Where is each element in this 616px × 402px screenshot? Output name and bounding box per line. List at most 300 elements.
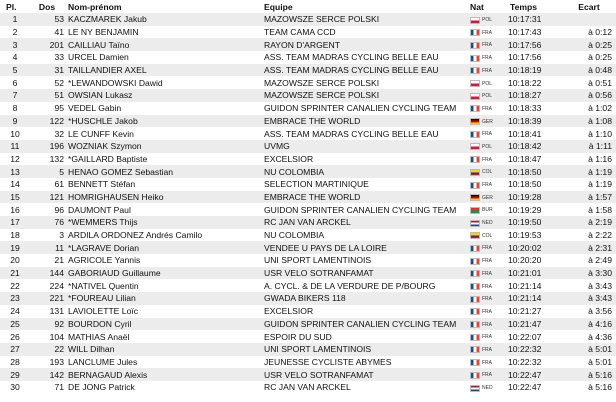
nationality-cell bbox=[470, 254, 508, 267]
time-cell: 10:18:50 bbox=[508, 178, 566, 191]
gap-cell: à 2:31 bbox=[566, 241, 616, 254]
flag-icon bbox=[470, 245, 480, 252]
nation-code: POL bbox=[482, 17, 493, 24]
bib-cell: 71 bbox=[30, 381, 68, 394]
bib-cell: 5 bbox=[30, 165, 68, 178]
flag-icon bbox=[470, 283, 480, 290]
nationality-cell bbox=[470, 203, 508, 216]
time-cell: 10:21:47 bbox=[508, 318, 566, 331]
rider-name-cell: BERNAGAUD Alexis bbox=[68, 368, 264, 381]
rank-cell: 9 bbox=[0, 115, 30, 128]
rider-name-cell: BENNETT Stéfan bbox=[68, 178, 264, 191]
gap-cell: à 0:56 bbox=[566, 89, 616, 102]
nation-code: POL bbox=[482, 80, 493, 87]
rider-name-cell: MATHIAS Anaël bbox=[68, 330, 264, 343]
nationality-cell bbox=[470, 229, 508, 242]
table-row bbox=[0, 51, 616, 64]
flag-icon bbox=[470, 207, 480, 214]
gap-cell bbox=[566, 13, 616, 26]
nationality-cell bbox=[470, 191, 508, 204]
header-pl: Pl. bbox=[0, 0, 30, 13]
gap-cell: à 0:12 bbox=[566, 26, 616, 39]
team-cell: RC JAN VAN ARCKEL bbox=[264, 216, 470, 229]
nationality-cell bbox=[470, 127, 508, 140]
bib-cell: 121 bbox=[30, 191, 68, 204]
rider-name-cell: LANCLUME Jules bbox=[68, 356, 264, 369]
nationality-cell bbox=[470, 165, 508, 178]
gap-cell: à 1:08 bbox=[566, 115, 616, 128]
nationality-cell bbox=[470, 368, 508, 381]
flag-icon bbox=[470, 55, 480, 62]
header-row bbox=[0, 0, 616, 13]
team-cell: UNI SPORT LAMENTINOIS bbox=[264, 254, 470, 267]
bib-cell: 3 bbox=[30, 229, 68, 242]
table-row bbox=[0, 115, 616, 128]
gap-cell: à 4:16 bbox=[566, 318, 616, 331]
time-cell: 10:18:19 bbox=[508, 64, 566, 77]
nationality-cell bbox=[470, 305, 508, 318]
flag-icon bbox=[470, 385, 480, 392]
rank-cell: 6 bbox=[0, 76, 30, 89]
bib-cell: 51 bbox=[30, 89, 68, 102]
gap-cell: à 1:02 bbox=[566, 102, 616, 115]
rank-cell: 25 bbox=[0, 318, 30, 331]
gap-cell: à 1:19 bbox=[566, 178, 616, 191]
rank-cell: 27 bbox=[0, 343, 30, 356]
table-row bbox=[0, 292, 616, 305]
flag-icon bbox=[470, 105, 480, 112]
team-cell: RAYON D'ARGENT bbox=[264, 38, 470, 51]
rider-name-cell: LE CUNFF Kevin bbox=[68, 127, 264, 140]
bib-cell: 104 bbox=[30, 330, 68, 343]
time-cell: 10:19:50 bbox=[508, 216, 566, 229]
nationality-cell bbox=[470, 279, 508, 292]
gap-cell: à 0:48 bbox=[566, 64, 616, 77]
nationality-cell bbox=[470, 89, 508, 102]
nation-code: FRA bbox=[482, 156, 492, 163]
time-cell: 10:18:42 bbox=[508, 140, 566, 153]
rank-cell: 19 bbox=[0, 241, 30, 254]
rider-name-cell: TAILLANDIER AXEL bbox=[68, 64, 264, 77]
rider-name-cell: BOURDON Cyril bbox=[68, 318, 264, 331]
bib-cell: 196 bbox=[30, 140, 68, 153]
rider-name-cell: *FOUREAU Lilian bbox=[68, 292, 264, 305]
team-cell: UNI SPORT LAMENTINOIS bbox=[264, 343, 470, 356]
bib-cell: 221 bbox=[30, 292, 68, 305]
nation-code: FRA bbox=[482, 245, 492, 252]
gap-cell: à 0:25 bbox=[566, 51, 616, 64]
results-body bbox=[0, 13, 616, 394]
rank-cell: 10 bbox=[0, 127, 30, 140]
gap-cell: à 5:01 bbox=[566, 343, 616, 356]
nation-code: FRA bbox=[482, 67, 492, 74]
bib-cell: 32 bbox=[30, 127, 68, 140]
rank-cell: 8 bbox=[0, 102, 30, 115]
nationality-cell bbox=[470, 76, 508, 89]
rank-cell: 23 bbox=[0, 292, 30, 305]
team-cell: GUIDON SPRINTER CANALIEN CYCLING TEAM bbox=[264, 203, 470, 216]
rider-name-cell: URCEL Damien bbox=[68, 51, 264, 64]
rider-name-cell: *NATIVEL Quentin bbox=[68, 279, 264, 292]
table-row bbox=[0, 216, 616, 229]
rank-cell: 1 bbox=[0, 13, 30, 26]
header-dos: Dos bbox=[30, 0, 68, 13]
nationality-cell bbox=[470, 153, 508, 166]
team-cell: NU COLOMBIA bbox=[264, 229, 470, 242]
table-row bbox=[0, 330, 616, 343]
nation-code: GER bbox=[482, 194, 493, 201]
table-row bbox=[0, 191, 616, 204]
time-cell: 10:19:28 bbox=[508, 191, 566, 204]
time-cell: 10:18:33 bbox=[508, 102, 566, 115]
nationality-cell bbox=[470, 216, 508, 229]
rank-cell: 29 bbox=[0, 368, 30, 381]
bib-cell: 142 bbox=[30, 368, 68, 381]
team-cell: GUIDON SPRINTER CANALIEN CYCLING TEAM bbox=[264, 318, 470, 331]
table-row bbox=[0, 279, 616, 292]
time-cell: 10:21:14 bbox=[508, 292, 566, 305]
table-row bbox=[0, 356, 616, 369]
team-cell: USR VELO SOTRANFAMAT bbox=[264, 368, 470, 381]
bib-cell: 33 bbox=[30, 51, 68, 64]
flag-icon bbox=[470, 182, 480, 189]
bib-cell: 224 bbox=[30, 279, 68, 292]
flag-icon bbox=[470, 258, 480, 265]
bib-cell: 193 bbox=[30, 356, 68, 369]
table-row bbox=[0, 153, 616, 166]
gap-cell: à 3:43 bbox=[566, 292, 616, 305]
nation-code: POL bbox=[482, 93, 493, 100]
table-row bbox=[0, 76, 616, 89]
table-row bbox=[0, 318, 616, 331]
nation-code: FRA bbox=[482, 372, 492, 379]
nationality-cell bbox=[470, 51, 508, 64]
rider-name-cell: OWSIAN Lukasz bbox=[68, 89, 264, 102]
rank-cell: 30 bbox=[0, 381, 30, 394]
table-row bbox=[0, 343, 616, 356]
rider-name-cell: VEDEL Gabin bbox=[68, 102, 264, 115]
flag-icon bbox=[470, 308, 480, 315]
nationality-cell bbox=[470, 267, 508, 280]
rider-name-cell: GABORIAUD Guillaume bbox=[68, 267, 264, 280]
rank-cell: 18 bbox=[0, 229, 30, 242]
bib-cell: 22 bbox=[30, 343, 68, 356]
time-cell: 10:20:20 bbox=[508, 254, 566, 267]
table-row bbox=[0, 38, 616, 51]
flag-icon bbox=[470, 296, 480, 303]
flag-icon bbox=[470, 93, 480, 100]
bib-cell: 52 bbox=[30, 76, 68, 89]
table-row bbox=[0, 178, 616, 191]
table-row bbox=[0, 229, 616, 242]
rider-name-cell: WOZNIAK Szymon bbox=[68, 140, 264, 153]
nation-code: FRA bbox=[482, 346, 492, 353]
rider-name-cell: DE JONG Patrick bbox=[68, 381, 264, 394]
rank-cell: 24 bbox=[0, 305, 30, 318]
time-cell: 10:18:41 bbox=[508, 127, 566, 140]
rank-cell: 13 bbox=[0, 165, 30, 178]
nation-code: FRA bbox=[482, 182, 492, 189]
rank-cell: 17 bbox=[0, 216, 30, 229]
flag-icon bbox=[470, 220, 480, 227]
bib-cell: 61 bbox=[30, 178, 68, 191]
nation-code: FRA bbox=[482, 283, 492, 290]
nationality-cell bbox=[470, 26, 508, 39]
rider-name-cell: *LEWANDOWSKI Dawid bbox=[68, 76, 264, 89]
nationality-cell bbox=[470, 330, 508, 343]
flag-icon bbox=[470, 143, 480, 150]
rank-cell: 2 bbox=[0, 26, 30, 39]
nation-code: FRA bbox=[482, 42, 492, 49]
flag-icon bbox=[470, 42, 480, 49]
team-cell: MAZOWSZE SERCE POLSKI bbox=[264, 89, 470, 102]
bib-cell: 96 bbox=[30, 203, 68, 216]
flag-icon bbox=[470, 372, 480, 379]
gap-cell: à 1:19 bbox=[566, 165, 616, 178]
gap-cell: à 2:19 bbox=[566, 216, 616, 229]
nationality-cell bbox=[470, 140, 508, 153]
rider-name-cell: *LAGRAVE Dorian bbox=[68, 241, 264, 254]
rider-name-cell: ARDILA ORDONEZ Andrés Camilo bbox=[68, 229, 264, 242]
nationality-cell bbox=[470, 343, 508, 356]
team-cell: GWADA BIKERS 118 bbox=[264, 292, 470, 305]
rider-name-cell: KACZMAREK Jakub bbox=[68, 13, 264, 26]
nationality-cell bbox=[470, 381, 508, 394]
time-cell: 10:18:50 bbox=[508, 165, 566, 178]
nationality-cell bbox=[470, 292, 508, 305]
team-cell: A. CYCL. & DE LA VERDURE DE P/BOURG bbox=[264, 279, 470, 292]
rider-name-cell: HENAO GOMEZ Sebastian bbox=[68, 165, 264, 178]
team-cell: VENDEE U PAYS DE LA LOIRE bbox=[264, 241, 470, 254]
team-cell: NU COLOMBIA bbox=[264, 165, 470, 178]
bib-cell: 21 bbox=[30, 254, 68, 267]
gap-cell: à 3:43 bbox=[566, 279, 616, 292]
rider-name-cell: AGRICOLE Yannis bbox=[68, 254, 264, 267]
rank-cell: 14 bbox=[0, 178, 30, 191]
table-row bbox=[0, 140, 616, 153]
nation-code: FRA bbox=[482, 131, 492, 138]
gap-cell: à 1:11 bbox=[566, 140, 616, 153]
team-cell: TEAM CAMA CCD bbox=[264, 26, 470, 39]
table-row bbox=[0, 381, 616, 394]
nationality-cell bbox=[470, 38, 508, 51]
time-cell: 10:21:14 bbox=[508, 279, 566, 292]
gap-cell: à 2:22 bbox=[566, 229, 616, 242]
table-row bbox=[0, 368, 616, 381]
rank-cell: 12 bbox=[0, 153, 30, 166]
bib-cell: 31 bbox=[30, 64, 68, 77]
table-row bbox=[0, 13, 616, 26]
nation-code: FRA bbox=[482, 359, 492, 366]
time-cell: 10:22:32 bbox=[508, 356, 566, 369]
nationality-cell bbox=[470, 356, 508, 369]
rank-cell: 22 bbox=[0, 279, 30, 292]
time-cell: 10:21:27 bbox=[508, 305, 566, 318]
rank-cell: 5 bbox=[0, 64, 30, 77]
gap-cell: à 2:49 bbox=[566, 254, 616, 267]
bib-cell: 201 bbox=[30, 38, 68, 51]
rank-cell: 11 bbox=[0, 140, 30, 153]
nation-code: FRA bbox=[482, 334, 492, 341]
team-cell: RC JAN VAN ARCKEL bbox=[264, 381, 470, 394]
flag-icon bbox=[470, 118, 480, 125]
time-cell: 10:22:47 bbox=[508, 368, 566, 381]
gap-cell: à 5:16 bbox=[566, 368, 616, 381]
gap-cell: à 0:25 bbox=[566, 38, 616, 51]
gap-cell: à 1:57 bbox=[566, 191, 616, 204]
header-time: Temps bbox=[508, 0, 566, 13]
time-cell: 10:21:01 bbox=[508, 267, 566, 280]
header-team: Equipe bbox=[264, 0, 470, 13]
rank-cell: 4 bbox=[0, 51, 30, 64]
nation-code: FRA bbox=[482, 105, 492, 112]
time-cell: 10:19:29 bbox=[508, 203, 566, 216]
rank-cell: 16 bbox=[0, 203, 30, 216]
rider-name-cell: CAILLIAU Taïno bbox=[68, 38, 264, 51]
bib-cell: 41 bbox=[30, 26, 68, 39]
team-cell: EXCELSIOR bbox=[264, 153, 470, 166]
table-row bbox=[0, 254, 616, 267]
flag-icon bbox=[470, 169, 480, 176]
rider-name-cell: DAUMONT Paul bbox=[68, 203, 264, 216]
bib-cell: 95 bbox=[30, 102, 68, 115]
team-cell: ESPOIR DU SUD bbox=[264, 330, 470, 343]
nation-code: BUR bbox=[482, 207, 493, 214]
gap-cell: à 5:01 bbox=[566, 356, 616, 369]
nation-code: FRA bbox=[482, 321, 492, 328]
rider-name-cell: WILL Dilhan bbox=[68, 343, 264, 356]
nationality-cell bbox=[470, 178, 508, 191]
header-gap: Ecart bbox=[566, 0, 616, 13]
team-cell: MAZOWSZE SERCE POLSKI bbox=[264, 13, 470, 26]
rank-cell: 28 bbox=[0, 356, 30, 369]
bib-cell: 53 bbox=[30, 13, 68, 26]
nationality-cell bbox=[470, 115, 508, 128]
team-cell: ASS. TEAM MADRAS CYCLING BELLE EAU bbox=[264, 64, 470, 77]
flag-icon bbox=[470, 17, 480, 24]
time-cell: 10:17:56 bbox=[508, 38, 566, 51]
team-cell: SELECTION MARTINIQUE bbox=[264, 178, 470, 191]
rank-cell: 20 bbox=[0, 254, 30, 267]
table-row bbox=[0, 241, 616, 254]
nation-code: FRA bbox=[482, 270, 492, 277]
table-row bbox=[0, 102, 616, 115]
time-cell: 10:18:27 bbox=[508, 89, 566, 102]
team-cell: UVMG bbox=[264, 140, 470, 153]
bib-cell: 76 bbox=[30, 216, 68, 229]
gap-cell: à 1:58 bbox=[566, 203, 616, 216]
flag-icon bbox=[470, 359, 480, 366]
time-cell: 10:17:31 bbox=[508, 13, 566, 26]
flag-icon bbox=[470, 270, 480, 277]
time-cell: 10:22:07 bbox=[508, 330, 566, 343]
nationality-cell bbox=[470, 318, 508, 331]
table-row bbox=[0, 165, 616, 178]
table-row bbox=[0, 267, 616, 280]
gap-cell: à 1:16 bbox=[566, 153, 616, 166]
header-name: Nom-prénom bbox=[68, 0, 264, 13]
time-cell: 10:19:53 bbox=[508, 229, 566, 242]
team-cell: USR VELO SOTRANFAMAT bbox=[264, 267, 470, 280]
gap-cell: à 4:36 bbox=[566, 330, 616, 343]
rank-cell: 3 bbox=[0, 38, 30, 51]
table-row bbox=[0, 305, 616, 318]
team-cell: MAZOWSZE SERCE POLSKI bbox=[264, 76, 470, 89]
team-cell: EMBRACE THE WORLD bbox=[264, 115, 470, 128]
flag-icon bbox=[470, 321, 480, 328]
rank-cell: 21 bbox=[0, 267, 30, 280]
table-row bbox=[0, 26, 616, 39]
time-cell: 10:17:43 bbox=[508, 26, 566, 39]
rider-name-cell: *HUSCHLE Jakob bbox=[68, 115, 264, 128]
rider-name-cell: LAVIOLETTE Loïc bbox=[68, 305, 264, 318]
time-cell: 10:20:02 bbox=[508, 241, 566, 254]
table-row bbox=[0, 64, 616, 77]
rider-name-cell: *WEMMERS Thijs bbox=[68, 216, 264, 229]
team-cell: JEUNESSE CYCLISTE ABYMES bbox=[264, 356, 470, 369]
time-cell: 10:18:39 bbox=[508, 115, 566, 128]
flag-icon bbox=[470, 131, 480, 138]
bib-cell: 144 bbox=[30, 267, 68, 280]
rank-cell: 7 bbox=[0, 89, 30, 102]
gap-cell: à 5:16 bbox=[566, 381, 616, 394]
bib-cell: 122 bbox=[30, 115, 68, 128]
table-row bbox=[0, 127, 616, 140]
time-cell: 10:18:47 bbox=[508, 153, 566, 166]
gap-cell: à 3:56 bbox=[566, 305, 616, 318]
table-row bbox=[0, 89, 616, 102]
nation-code: NED bbox=[482, 385, 493, 392]
team-cell: EMBRACE THE WORLD bbox=[264, 191, 470, 204]
nation-code: GER bbox=[482, 118, 493, 125]
nation-code: FRA bbox=[482, 29, 492, 36]
nation-code: NED bbox=[482, 220, 493, 227]
time-cell: 10:18:22 bbox=[508, 76, 566, 89]
nation-code: COL bbox=[482, 169, 493, 176]
nationality-cell bbox=[470, 64, 508, 77]
rider-name-cell: *GAILLARD Baptiste bbox=[68, 153, 264, 166]
nationality-cell bbox=[470, 102, 508, 115]
nationality-cell bbox=[470, 241, 508, 254]
table-row bbox=[0, 203, 616, 216]
bib-cell: 131 bbox=[30, 305, 68, 318]
team-cell: GUIDON SPRINTER CANALIEN CYCLING TEAM bbox=[264, 102, 470, 115]
team-cell: ASS. TEAM MADRAS CYCLING BELLE EAU bbox=[264, 127, 470, 140]
flag-icon bbox=[470, 232, 480, 239]
gap-cell: à 1:10 bbox=[566, 127, 616, 140]
nation-code: COL bbox=[482, 232, 493, 239]
gap-cell: à 3:30 bbox=[566, 267, 616, 280]
rank-cell: 15 bbox=[0, 191, 30, 204]
flag-icon bbox=[470, 156, 480, 163]
flag-icon bbox=[470, 346, 480, 353]
gap-cell: à 0:51 bbox=[566, 76, 616, 89]
nation-code: FRA bbox=[482, 296, 492, 303]
nation-code: FRA bbox=[482, 258, 492, 265]
nation-code: FRA bbox=[482, 308, 492, 315]
rider-name-cell: HOMRIGHAUSEN Heiko bbox=[68, 191, 264, 204]
bib-cell: 92 bbox=[30, 318, 68, 331]
rank-cell: 26 bbox=[0, 330, 30, 343]
rider-name-cell: LE NY BENJAMIN bbox=[68, 26, 264, 39]
flag-icon bbox=[470, 80, 480, 87]
bib-cell: 11 bbox=[30, 241, 68, 254]
nation-code: FRA bbox=[482, 55, 492, 62]
team-cell: ASS. TEAM MADRAS CYCLING BELLE EAU bbox=[264, 51, 470, 64]
team-cell: EXCELSIOR bbox=[264, 305, 470, 318]
flag-icon bbox=[470, 334, 480, 341]
time-cell: 10:22:32 bbox=[508, 343, 566, 356]
